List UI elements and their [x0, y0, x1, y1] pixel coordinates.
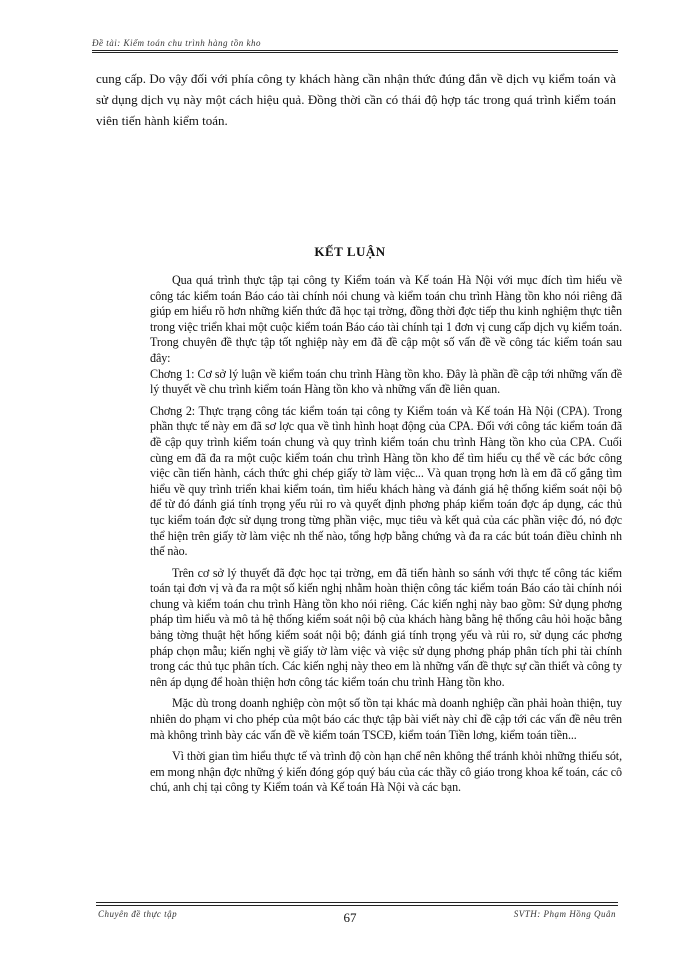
intro-paragraph-block: [96, 68, 616, 131]
footer-right-text: SVTH: Phạm Hồng Quân: [513, 909, 616, 919]
paragraph-chapter-1: Chơng 1: Cơ sở lý luận về kiểm toán chu trình Hàng tồn kho. Đây là phần đề cập tới những vấn đề lý thuyết về chu trình kiểm toán Hàng tồn kho và những vấn đề liên quan.: [150, 366, 622, 397]
paragraph-recommendations: Trên cơ sở lý thuyết đã đợc học tại trờng, em đã tiến hành so sánh với thực tế công tác kiểm toán tại đơn vị và đa ra một số kiến nghị nhằm hoàn thiện công tác kiểm toán Báo cáo tài chính nói chung và kiểm toán chu trình Hàng tồn kho nói riêng. Các kiến nghị này bao gồm: Sử dụng phơng pháp tìm hiểu và mô tả hệ thống kiểm soát nội bộ của khách hàng bằng hệ thống câu hỏi hoặc bằng bảng tờng thuật hệt hống kiểm soát nội bộ; đánh giá tính trọng yếu và rủi ro, sử dụng các phơng pháp chọn mẫu; kiến nghị về giấy tờ làm việc và việc sử dụng phơng pháp phân tích phi tài chính trong các thủ tục phân tích. Các kiến nghị này theo em là những vấn đề thực sự cần thiết và công ty nên áp dụng để hoàn thiện hơn công tác kiểm toán chu trình Hàng tồn kho.: [150, 565, 622, 689]
paragraph-chapter-2: Chơng 2: Thực trạng công tác kiểm toán tại công ty Kiểm toán và Kế toán Hà Nội (CPA). Trong phần thực tế này em đã sơ lợc qua về tình hình hoạt động của CPA. Đối với công tác kiểm toán đã đề cập quy trình kiểm toán chung và quy trình kiểm toán chu trình Hàng tồn kho của CPA. Cuối cùng em đã đa ra một cuộc kiểm toán chu trình Hàng tồn kho để tìm hiểu cụ thể về các bớc công việc cần tiến hành, cách thức ghi chép giấy tờ làm việc... Và quan trọng hơn là em đã cố gắng tìm hiểu về quy trình triển khai kiểm toán, tìm hiểu khách hàng và đánh giá hệ thống kiểm soát nội bộ để từ đó đánh giá tính trọng yếu rủi ro và quyết định phơng pháp kiểm toán đợc áp dụng, các thủ tục kiểm toán đợc sử dụng trong từng phần việc, mục tiêu và kết quả của các phần việc đó, nó đợc thể hiện trên giấy tờ làm việc nh thế nào, tổng hợp bằng chứng và đa ra các bút toán điều chỉnh nh thế nào.: [150, 403, 622, 559]
header-divider: [92, 50, 618, 51]
conclusion-body: [150, 256, 622, 796]
intro-paragraph: cung cấp. Do vậy đối với phía công ty khách hàng cần nhận thức đúng đắn về dịch vụ kiểm toán và sử dụng dịch vụ này một cách hiệu quả. Đồng thời cần có thái độ hợp tác trong quá trình kiểm toán viên tiến hành kiểm toán.: [96, 71, 616, 128]
page-number: 67: [343, 910, 357, 925]
paragraph-limitations: Mặc dù trong doanh nghiệp còn một số tồn tại khác mà doanh nghiệp cần phải hoàn thiện, tuy nhiên do phạm vi cho phép của một báo các thực tập bài viết này chỉ đề cập tới các vấn đề nêu trên mà không trình bày các vấn đề về kiểm toán TSCĐ, kiểm toán Tiền lơng, kiểm toán tiền...: [150, 696, 622, 742]
header-title: Đề tài: Kiểm toán chu trình hàng tồn kho: [92, 38, 261, 48]
footer-divider: [96, 902, 618, 903]
section-title: KẾT LUẬN: [314, 244, 386, 259]
paragraph-closing: Vì thời gian tìm hiểu thực tế và trình độ còn hạn chế nên không thể tránh khỏi những thiếu sót, em mong nhận đợc những ý kiến đóng góp quý báu của các thầy cô giáo trong khoa kế toán, các cô chú, anh chị tại công ty Kiểm toán và Kế toán Hà Nội và các bạn.: [150, 749, 622, 795]
footer-divider-second: [96, 905, 618, 906]
footer-left-text: Chuyên đề thực tập: [98, 909, 178, 919]
header-divider-second: [92, 52, 618, 53]
paragraph-intro: Qua quá trình thực tập tại công ty Kiểm toán và Kế toán Hà Nội với mục đích tìm hiểu về công tác kiểm toán Báo cáo tài chính nói chung và kiểm toán chu trình Hàng tồn kho nói riêng đã giúp em hiểu rõ hơn những kiến thức đã học tại trờng, đồng thời đợc tiếp thu kinh nghiệm thực tiễn trong việc triển khai một cuộc kiểm toán Báo cáo tài chính tại 1 đơn vị cung cấp dịch vụ kiểm toán. Trong chuyên đề thực tập tốt nghiệp này em đã đề cập một số vấn đề về công tác kiểm toán sau đây:: [150, 273, 622, 365]
